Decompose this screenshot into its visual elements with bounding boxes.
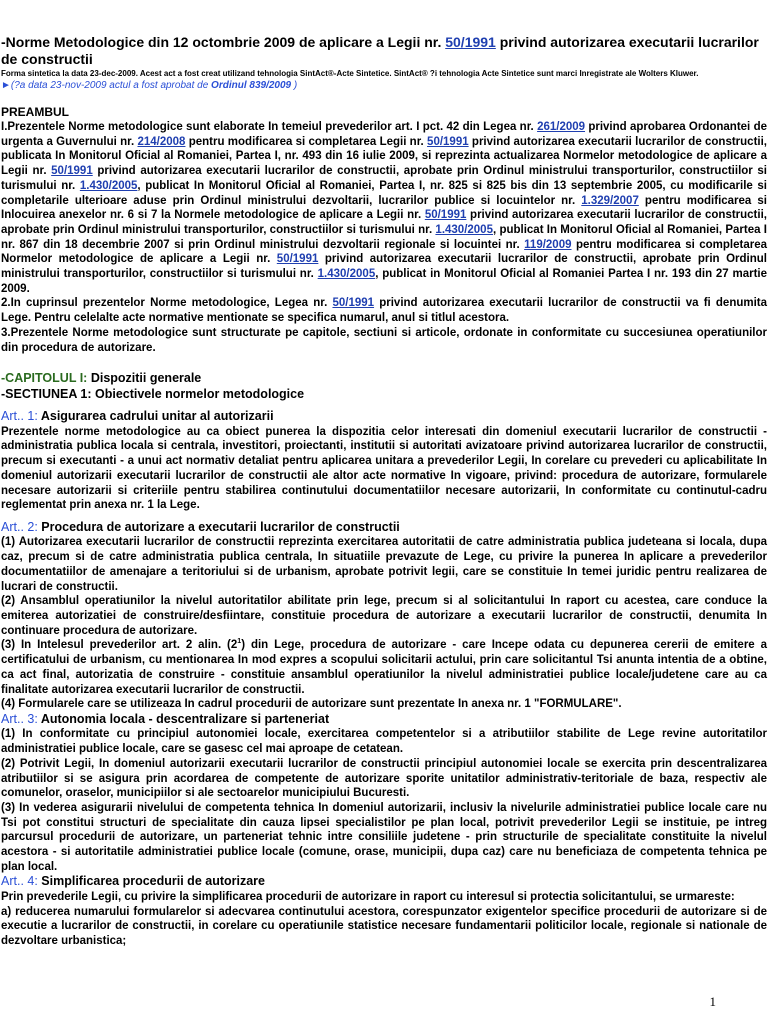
document-subtitle: Forma sintetica la data 23-dec-2009. Acest act a fost creat utilizand tehnologia SintAct®-Acte Sintetice. SintAct® ?i tehnologia Acte Sintetice sunt marci Inregistrate ale Wolters Kluwer. bbox=[1, 69, 699, 78]
article-2-heading: Art.. 2: Procedura de autorizare a executarii lucrarilor de constructii bbox=[1, 519, 400, 534]
chapter-heading: -CAPITOLUL I: Dispozitii generale bbox=[1, 371, 202, 386]
law-link[interactable]: 50/1991 bbox=[51, 165, 93, 178]
article-4-intro: Prin prevederile Legii, cu privire la simplificarea procedurii de autorizare in raport cu interesul si protectia solicitantului, se urmareste: bbox=[1, 890, 735, 903]
article-4-item-a: a) reducerea numarului formularelor si adecvarea continutului acestora, corespunzator exigentelor specifice procedurii de autorizare si de executie a lucrarilor de constructii, in corelare cu operatiunile statistice necesare fundamentarii politicilor locale, regionale si nationale de dezvoltare urbanistica; bbox=[1, 905, 767, 948]
preambul-heading: PREAMBUL bbox=[1, 105, 69, 119]
article-1-text: Prezentele norme metodologice au ca obiect punerea la dispozitia celor interesati din domeniul executarii lucrarilor de constructii - administratia publica locala si centrala, investitori, proiectanti, institutii si autoritati avizatoare privind autorizarea lucrarilor de constructii, precum si executanti - a unui act normativ detaliat pentru aplicarea unitara a prevederilor Legii, In corelare cu prevederi cu aplicabilitate In domeniul autorizarii executarii lucrarilor de constructii ale altor acte normative In vigoare, privind: procedura de autorizare, formularele necesare autorizarii si criteriile pentru stabilirea continutului documentatiilor necesare autorizarii, In conformitate cu continutul-cadru reglementat prin anexa nr. 1 la Lege. bbox=[1, 425, 767, 512]
law-link[interactable]: 214/2008 bbox=[137, 135, 186, 148]
preambul-paragraph-2: 2.In cuprinsul prezentelor Norme metodologice, Legea nr. 50/1991 privind autorizarea executarii lucrarilor de constructii va fi denumita Lege. Pentru celelalte acte normative mentionate se specifica numarul, anul si titlul acestora. bbox=[1, 297, 768, 325]
article-2-paragraph-1: (1) Autorizarea executarii lucrarilor de constructii reprezinta exercitarea autoritatii de catre administratia publica judeteana si locala, dupa caz, precum si de catre administratia publica centrala, In situatiile prevazute de Lege, cu privire la punerea In aplicare a prevederilor documentatiilor de amenajare a teritoriului si de urbanism, aprobate potrivit legii, care se constituie In temei juridic pentru realizarea de lucrari de constructii. bbox=[1, 536, 767, 593]
law-link[interactable]: 261/2009 bbox=[537, 121, 586, 133]
article-3-heading: Art.. 3: Autonomia locala - descentralizare si parteneriat bbox=[1, 711, 330, 726]
approval-note: ►(?a data 23-nov-2009 actul a fost aprobat de Ordinul 839/2009 ) bbox=[1, 80, 298, 91]
article-1-heading: Art.. 1: Asigurarea cadrului unitar al autorizarii bbox=[1, 409, 274, 424]
preambul-paragraph-1: I.Prezentele Norme metodologice sunt elaborate In temeiul prevederilor art. I pct. 42 din Legea nr. 261/2009 privind aprobarea Ordonantei de urgenta a Guvernului nr. 214/2008 pentru modificarea si completarea Legii nr. 50/1991 privind autorizarea executarii lucrarilor de constructii, publicata In Monitorul Oficial al Romaniei, Partea I, nr. 493 din 16 iulie 2009, si reprezinta actualizarea Normelor metodologice de aplicare a Legii nr. 50/1991 privind autorizarea executarii lucrarilor de constructii, aprobate prin Ordinul ministrului transporturilor, constructiilor si turismului nr. 1.430/2005, publicat In Monitorul Oficial al Romaniei, Partea I, nr. 825 si 825 bis din 13 septembrie 2005, cu modificarile si completarile ulterioare aduse prin Ordinul ministrului dezvoltarii, lucrarilor publice si locuintelor nr. 1.329/2007 pentru modificarea si Inlocuirea anexelor nr. 6 si 7 la Normele metodologice de aplicare a Legii nr. 50/1991 privind autorizarea executarii lucrarilor de constructii, aprobate prin Ordinul ministrului transporturilor, constructiilor si turismului nr. 1.430/2005, publicat In Monitorul Oficial al Romaniei, Partea I nr. 867 din 18 decembrie 2007 si prin Ordinul ministrului dezvoltarii regionale si locuintei nr. 119/2009 pentru modificarea si completarea Normelor metodologice de aplicare a Legii nr. 50/1991 privind autorizarea executarii lucrarilor de constructii, aprobate prin Ordinul ministrului transporturilor, constructiilor si turismului nr. 1.430/2005, publicat in Monitorul Oficial al Romaniei Partea I nr. 193 din 27 martie 2009. bbox=[1, 121, 767, 295]
law-link[interactable]: 50/1991 bbox=[332, 297, 375, 310]
article-2-paragraph-2: (2) Ansamblul operatiunilor la nivelul autoritatilor abilitate prin lege, precum si al solicitantului In raport cu acestea, care conduce la emiterea autorizatiei de construire/desfiintare, constituie procedura de autorizare a executarii lucrarilor de constructii, denumita In continuare procedura de autorizare. bbox=[1, 595, 767, 637]
order-link[interactable]: Ordinul 839/2009 bbox=[211, 80, 292, 91]
law-link[interactable]: 1.430/2005 bbox=[435, 223, 493, 236]
law-link[interactable]: 119/2009 bbox=[524, 238, 572, 251]
law-link[interactable]: 50/1991 bbox=[445, 34, 496, 50]
document-content bbox=[0, 34, 768, 949]
law-link[interactable]: 1.430/2005 bbox=[79, 179, 138, 192]
article-3-paragraph-3: (3) In vederea asigurarii nivelului de competenta tehnica In domeniul autorizarii, inclusiv la nivelurile administratiei publice locale care nu Tsi pot constitui structuri de specialitate din cauza lipsei specialistilor pe plan local, potrivit prevederilor Legii se instituie, pe intreg parcursul procedurii de autorizare, un parteneriat tehnic intre consiliile judetene - prin structurile de specialitate constituite la nivelul acestora - si autoritatile administratiei publice locale (comune, orase, municipii, dupa caz) care nu beneficiaza de competenta tehnica pe plan local. bbox=[1, 801, 767, 873]
article-3-paragraph-2: (2) Potrivit Legii, In domeniul autorizarii executarii lucrarilor de constructii principiul autonomiei locale se exercita prin descentralizarea atributiilor si se asigura prin acordarea de competente de autorizare sporite unitatilor administrativ-teritoriale de baza, respectiv ale comunelor, oraselor, municipiilor si ale sectoarelor municipiului Bucuresti. bbox=[1, 757, 767, 800]
law-link[interactable]: 50/1991 bbox=[276, 253, 319, 266]
law-link[interactable]: 50/1991 bbox=[427, 135, 469, 148]
article-2-paragraph-4: (4) Formularele care se utilizeaza In cadrul procedurii de autorizare sunt prezentate In anexa nr. 1 "FORMULARE". bbox=[1, 698, 622, 711]
article-3-paragraph-1: (1) In conformitate cu principiul autonomiei locale, exercitarea competentelor si a atributiilor stabilite de Lege revine autoritatilor administratiei publice locale, care se gasesc cel mai aproape de cetatean. bbox=[1, 728, 767, 756]
section-heading: -SECTIUNEA 1: Obiectivele normelor metodologice bbox=[1, 386, 305, 401]
law-link[interactable]: 50/1991 bbox=[424, 209, 467, 222]
article-2-paragraph-3: (3) In Intelesul prevederilor art. 2 alin. $(2^1)$ din Lege, procedura de autorizare - care Incepe odata cu depunerea cererii de emitere a certificatului de urbanism, cu mentionarea In mod expres a scopului solicitarii actului, prin care solicitantul Tsi anunta intentia de a obtine, ca act final, autorizatia de construire - constituie ansamblul operatiunilor la nivelul administratiei publice locale/judetene care au ca finalitate autorizarea executarii lucrarilor de constructii. bbox=[1, 638, 767, 696]
page-number: 1 bbox=[709, 994, 716, 1009]
law-link[interactable]: 1.329/2007 bbox=[581, 194, 639, 207]
article-4-heading: Art.. 4: Simplificarea procedurii de autorizare bbox=[1, 874, 265, 889]
document-title: -Norme Metodologice din 12 octombrie 2009 de aplicare a Legii nr. 50/1991 privind autorizarea executarii lucrarilor de constructii bbox=[1, 34, 759, 67]
preambul-paragraph-3: 3.Prezentele Norme metodologice sunt structurate pe capitole, sectiuni si articole, ordonate in conformitate cu succesiunea operatiunilor din procedura de autorizare. bbox=[1, 326, 767, 354]
law-link[interactable]: 1.430/2005 bbox=[317, 268, 376, 281]
